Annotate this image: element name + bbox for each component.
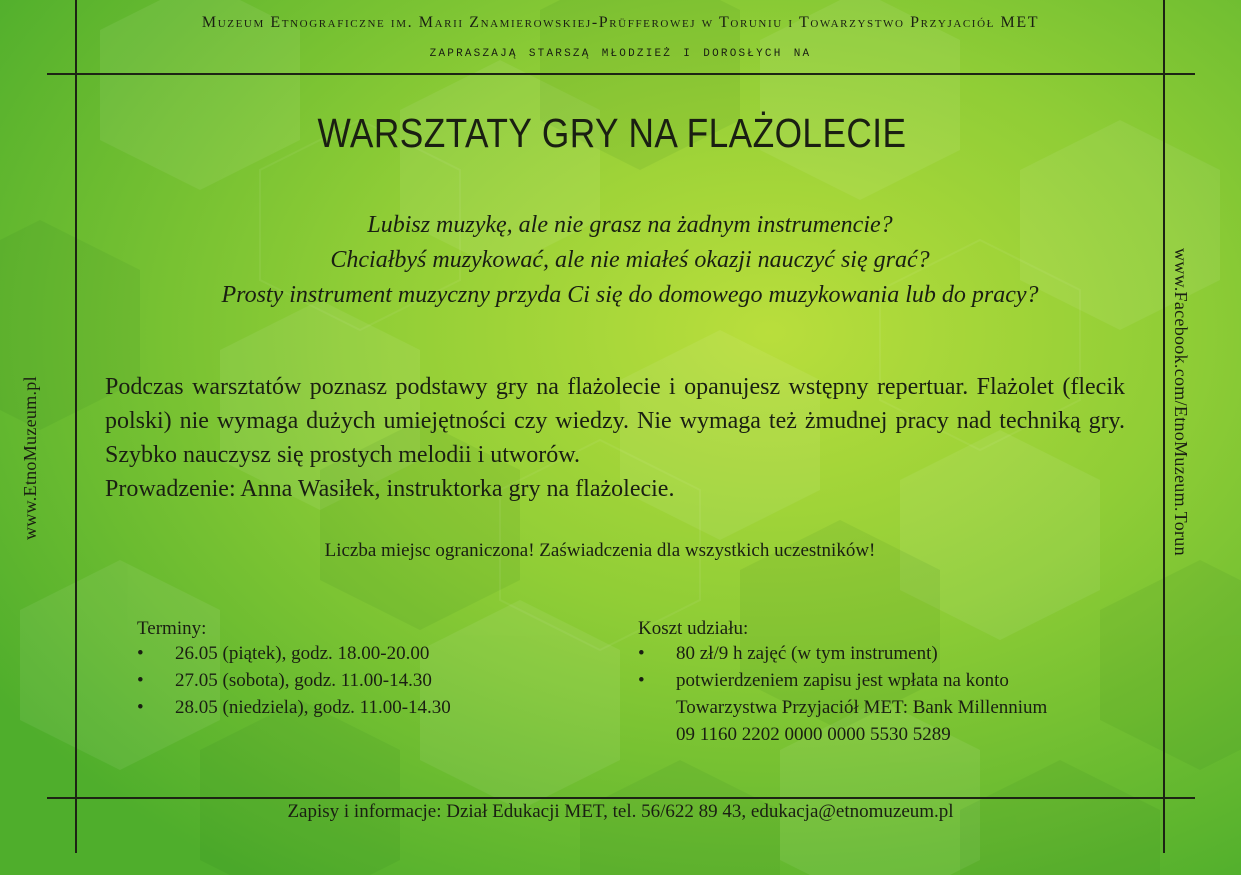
limited-places-notice: Liczba miejsc ograniczona! Zaświadczenia dla wszystkich uczestników! bbox=[324, 540, 876, 561]
cost-price: 80 zł/9 h zajęć (w tym instrument) bbox=[676, 643, 938, 664]
bullet-icon: • bbox=[137, 697, 144, 718]
term-date: 28.05 (niedziela), godz. 11.00-14.30 bbox=[175, 697, 451, 718]
list-item bbox=[137, 640, 557, 667]
bottom-frame-line bbox=[47, 797, 1195, 799]
cost-label: Koszt udziału: bbox=[638, 618, 749, 639]
terms-label: Terminy: bbox=[137, 618, 207, 639]
terms-list bbox=[137, 640, 557, 721]
bullet-icon: • bbox=[137, 643, 144, 664]
bullet-icon: • bbox=[638, 643, 645, 664]
contact-footer: Zapisy i informacje: Dział Edukacji MET, tel. 56/622 89 43, edukacja@etnomuzeum.pl bbox=[287, 801, 954, 822]
list-item bbox=[137, 694, 557, 721]
payment-info-line: Towarzystwa Przyjaciół MET: Bank Millennium bbox=[676, 697, 1048, 718]
right-frame-line bbox=[1163, 0, 1165, 853]
question-line: Chciałbyś muzykować, ale nie miałeś okazji nauczyć się grać? bbox=[330, 247, 930, 273]
page-title: WARSZTATY GRY NA FLAŻOLECIE bbox=[317, 110, 907, 156]
list-item bbox=[638, 640, 1118, 667]
instructor-line: Prowadzenie: Anna Wasiłek, instruktorka gry na flażolecie. bbox=[105, 476, 675, 502]
question-line: Prosty instrument muzyczny przyda Ci się do domowego muzykowania lub do pracy? bbox=[221, 282, 1039, 308]
top-frame-line bbox=[47, 73, 1195, 75]
bank-account-number: 09 1160 2202 0000 0000 5530 5289 bbox=[676, 724, 951, 745]
cost-list bbox=[638, 640, 1118, 748]
left-frame-line bbox=[75, 0, 77, 853]
facebook-link[interactable]: www.Facebook.com/EtnoMuzeum.Torun bbox=[1171, 248, 1191, 556]
question-line: Lubisz muzykę, ale nie grasz na żadnym instrumencie? bbox=[367, 212, 893, 238]
question-block bbox=[100, 208, 1160, 313]
list-item bbox=[137, 667, 557, 694]
payment-info-line: potwierdzeniem zapisu jest wpłata na konto bbox=[676, 670, 1009, 691]
description-paragraph: Podczas warsztatów poznasz podstawy gry na flażolecie i opanujesz wstępny repertuar. Flażolet (flecik polski) nie wymaga dużych umiejętności czy wiedzy. Nie wymaga też żmudnej pracy nad techniką gry. Szybko nauczysz się prostych melodii i utworów. bbox=[105, 374, 1125, 468]
cost-section bbox=[638, 618, 1118, 748]
bullet-icon: • bbox=[638, 670, 645, 691]
description-block bbox=[105, 370, 1125, 506]
term-date: 27.05 (sobota), godz. 11.00-14.30 bbox=[175, 670, 432, 691]
bullet-icon: • bbox=[137, 670, 144, 691]
website-link[interactable]: www.EtnoMuzeum.pl bbox=[20, 376, 40, 540]
terms-section bbox=[137, 618, 557, 721]
list-item bbox=[638, 667, 1118, 748]
invitation-subheader: zapraszają starszą młodzież i dorosłych na bbox=[429, 44, 812, 61]
term-date: 26.05 (piątek), godz. 18.00-20.00 bbox=[175, 643, 430, 664]
organizers-header: Muzeum Etnograficzne im. Marii Znamierowskiej-Prüfferowej w Toruniu i Towarzystwo Przyjaciół MET bbox=[201, 14, 1040, 31]
